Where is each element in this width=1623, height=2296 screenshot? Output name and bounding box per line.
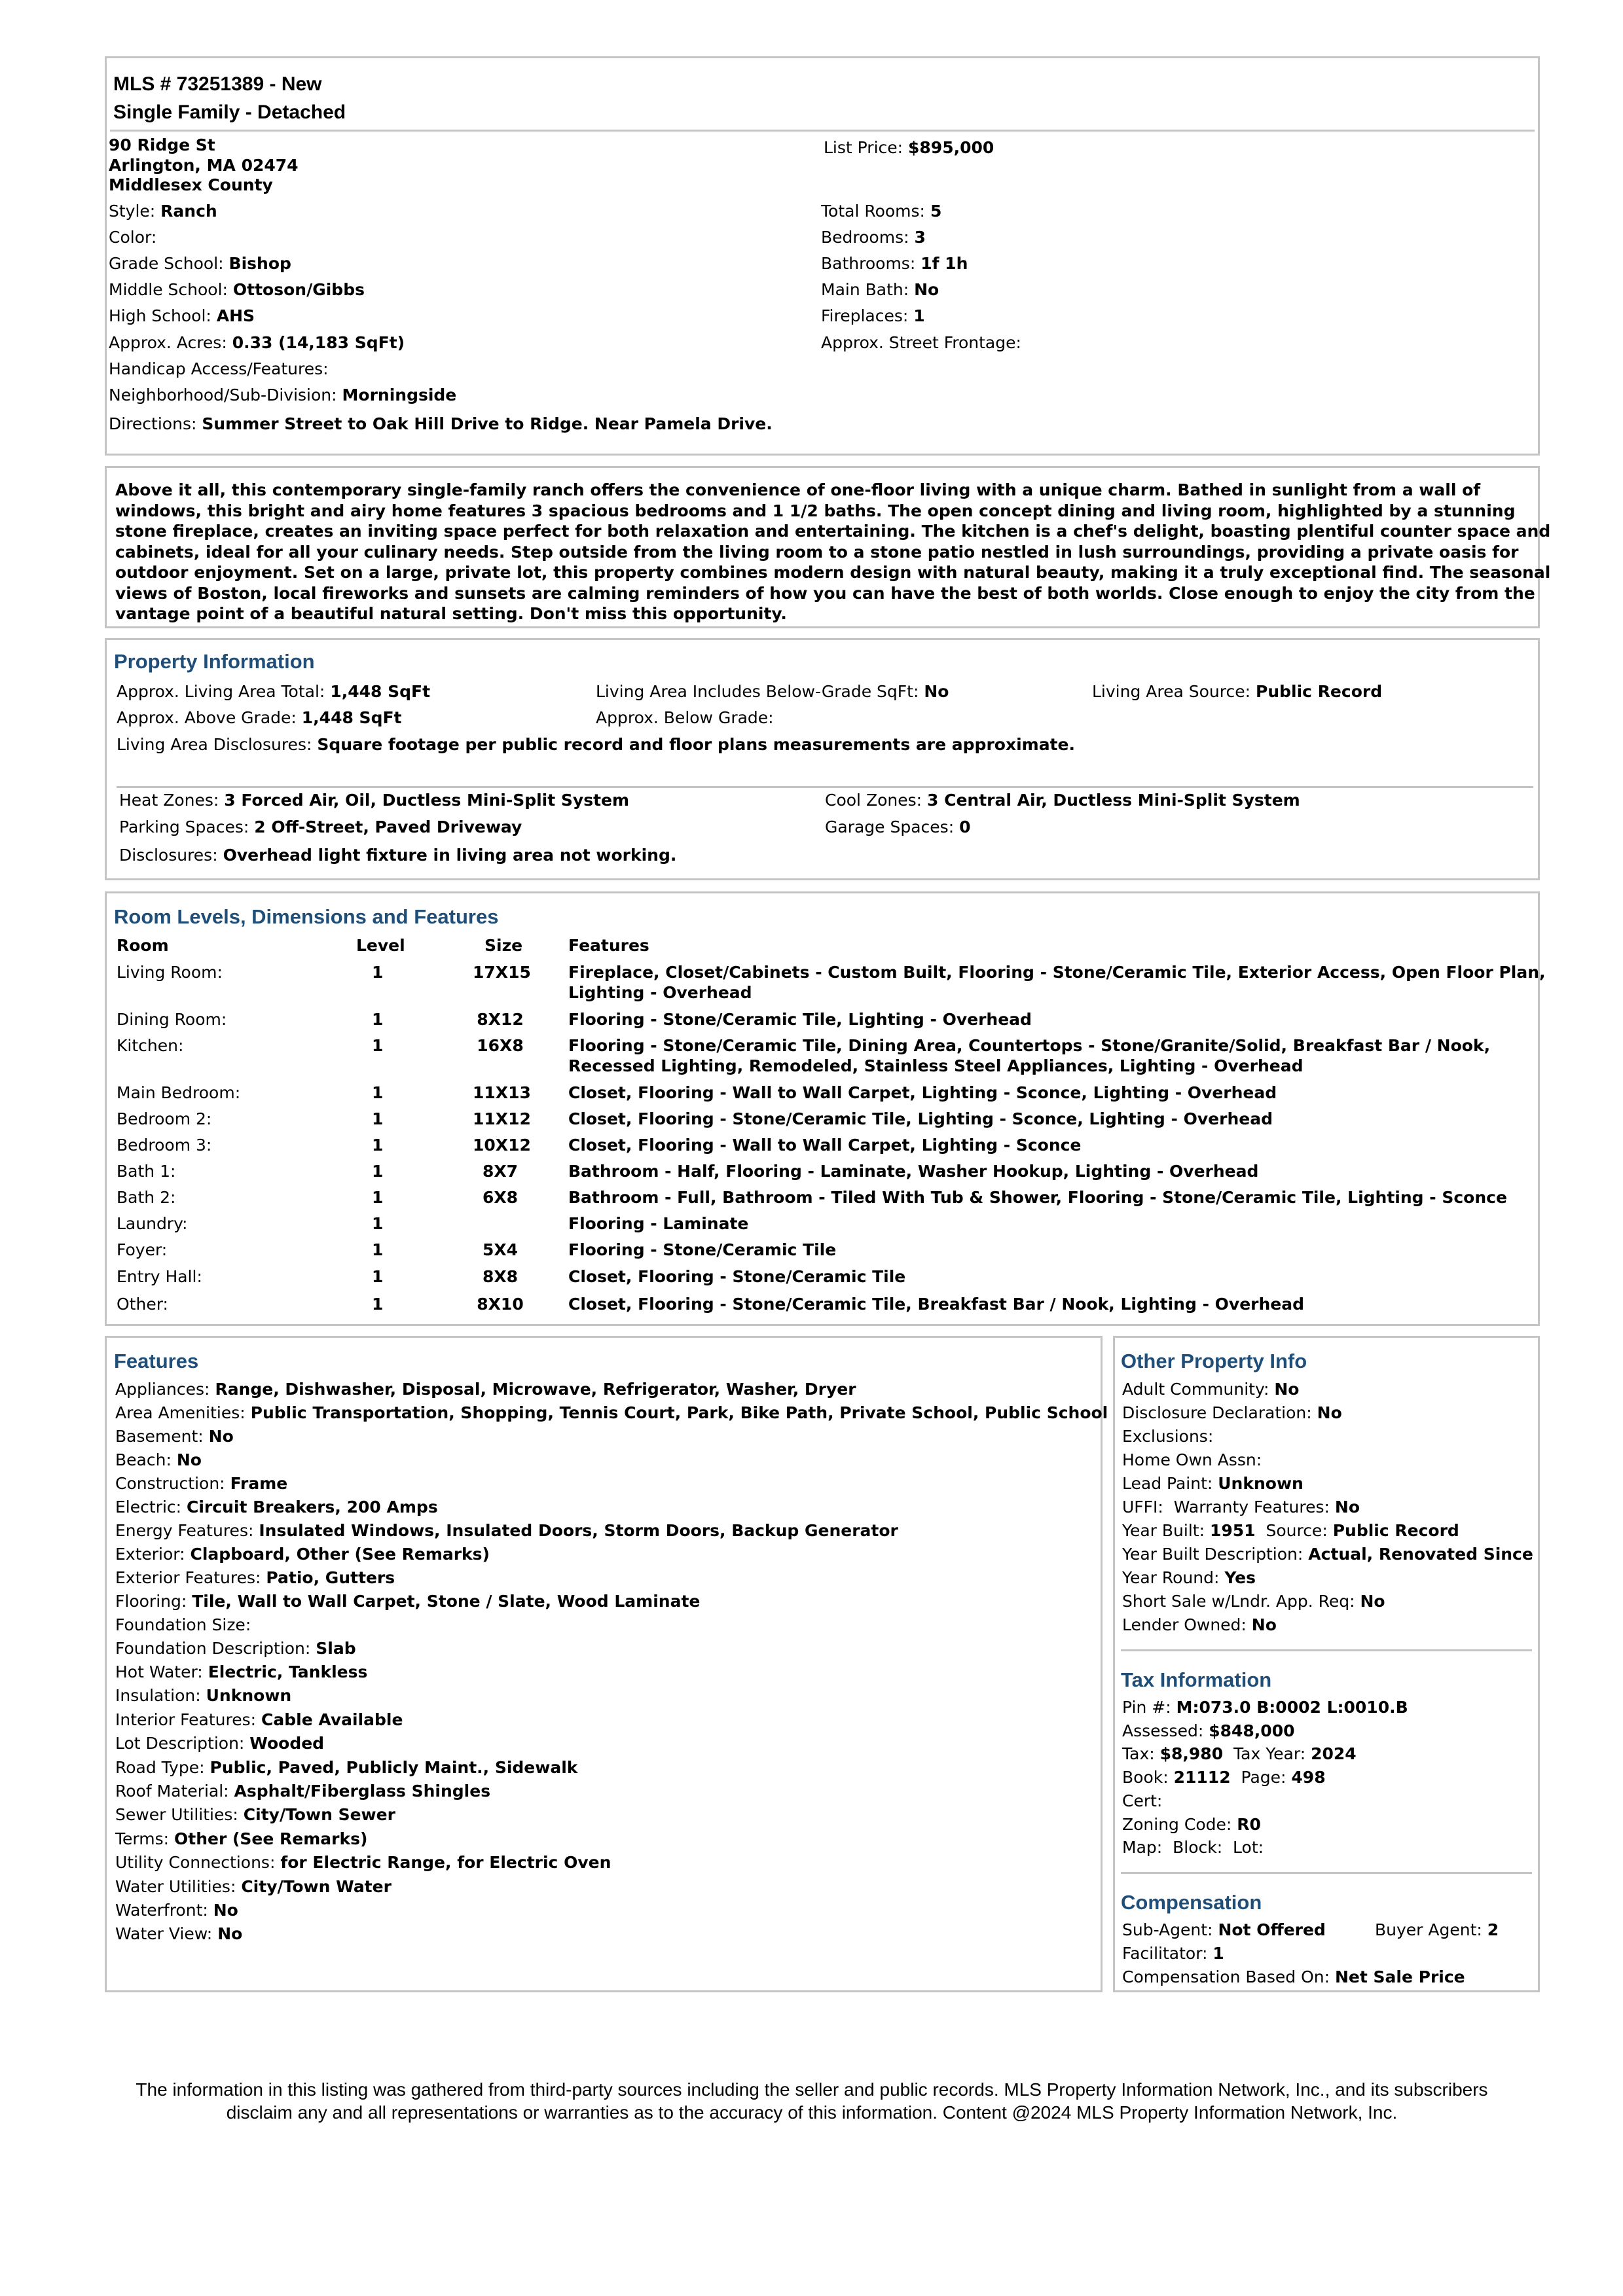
room-features: Flooring - Stone/Ceramic Tile, Dining Area, Countertops - Stone/Granite/Solid, Breakfast Bar / Nook, Recessed Lighting, Remodeled, Stainless Steel Appliances, Lighting - Overhead [568,1036,1491,1075]
room-level: 1 [372,1188,384,1207]
heat-zones: Heat Zones: 3 Forced Air, Oil, Ductless Mini-Split System [119,791,630,810]
tax-info-title: Tax Information [1121,1668,1272,1691]
living-area-source: Living Area Source: Public Record [1092,682,1383,701]
room-name: Bath 1: [117,1162,176,1181]
room-features: Closet, Flooring - Stone/Ceramic Tile [568,1267,906,1286]
lender-owned: Lender Owned: No [1122,1615,1277,1634]
room-level: 1 [372,1036,384,1055]
list-item: Terms: Other (See Remarks) [115,1829,368,1848]
room-name: Main Bedroom: [117,1083,241,1102]
room-features: Flooring - Stone/Ceramic Tile [568,1240,837,1259]
lead-paint: Lead Paint: Unknown [1122,1474,1304,1493]
buyer-agent: Buyer Agent: 2 [1375,1920,1499,1939]
year-round: Year Round: Yes [1122,1568,1256,1587]
list-item: Foundation Description: Slab [115,1639,356,1658]
sub-agent: Sub-Agent: Not Offered [1122,1920,1326,1939]
rooms-header-features: Features [568,936,649,955]
field-main-bath: Main Bath: No [821,280,939,299]
room-features: Bathroom - Half, Flooring - Laminate, Washer Hookup, Lighting - Overhead [568,1162,1259,1181]
field-style: Style: Ranch [109,202,217,221]
list-item: Electric: Circuit Breakers, 200 Amps [115,1498,438,1516]
tax-pin: Pin #: M:073.0 B:0002 L:0010.B [1122,1698,1408,1717]
exclusions: Exclusions: [1122,1427,1214,1446]
room-level: 1 [372,1214,384,1233]
room-level: 1 [372,1240,384,1259]
tax-amount: Tax: $8,980 Tax Year: 2024 [1122,1744,1357,1763]
room-level: 1 [372,1267,384,1286]
room-size: 8X10 [477,1295,524,1314]
mls-number: MLS # 73251389 - New [113,73,322,95]
field-fireplaces: Fireplaces: 1 [821,306,925,325]
facilitator: Facilitator: 1 [1122,1944,1224,1963]
compensation-title: Compensation [1121,1891,1262,1914]
list-item: Sewer Utilities: City/Town Sewer [115,1805,395,1824]
address-city: Arlington, MA 02474 [109,156,299,175]
tax-book-page: Book: 21112 Page: 498 [1122,1768,1326,1787]
list-item: Lot Description: Wooded [115,1734,325,1753]
room-features: Flooring - Stone/Ceramic Tile, Lighting - Overhead [568,1010,1032,1029]
field-neighborhood: Neighborhood/Sub-Division: Morningside [109,386,457,404]
address-county: Middlesex County [109,175,273,194]
room-features: Closet, Flooring - Stone/Ceramic Tile, Lighting - Sconce, Lighting - Overhead [568,1109,1273,1128]
room-features: Closet, Flooring - Wall to Wall Carpet, Lighting - Sconce [568,1136,1082,1155]
compensation-based-on: Compensation Based On: Net Sale Price [1122,1967,1465,1986]
field-street-frontage: Approx. Street Frontage: [821,333,1021,352]
field-grade-school: Grade School: Bishop [109,254,291,273]
property-info-title: Property Information [114,650,315,673]
list-item: Water View: No [115,1924,243,1943]
other-info-title: Other Property Info [1121,1350,1307,1372]
rooms-title: Room Levels, Dimensions and Features [114,905,499,928]
list-item: Flooring: Tile, Wall to Wall Carpet, Stone / Slate, Wood Laminate [115,1592,701,1611]
tax-cert: Cert: [1122,1791,1163,1810]
year-built-description: Year Built Description: Actual, Renovated Since [1122,1545,1533,1564]
room-name: Dining Room: [117,1010,227,1029]
rooms-header-level: Level [356,936,405,955]
list-price-label: List Price: [824,138,903,157]
uffi-warranty: UFFI: Warranty Features: No [1122,1498,1360,1516]
home-own-assn: Home Own Assn: [1122,1450,1262,1469]
room-level: 1 [372,963,384,982]
field-directions: Directions: Summer Street to Oak Hill Drive to Ridge. Near Pamela Drive. [109,414,773,433]
tax-assessed: Assessed: $848,000 [1122,1721,1295,1740]
room-features: Fireplace, Closet/Cabinets - Custom Built, Flooring - Stone/Ceramic Tile, Exterior Access, Open Floor Plan, Lighting - Overhead [568,963,1546,1002]
room-level: 1 [372,1109,384,1128]
adult-community: Adult Community: No [1122,1380,1300,1399]
address-street: 90 Ridge St [109,135,215,154]
list-price [824,138,994,157]
other-info-divider [1121,1649,1532,1651]
room-size: 11X13 [473,1083,531,1102]
room-name: Laundry: [117,1214,188,1233]
list-item: Utility Connections: for Electric Range, for Electric Oven [115,1853,611,1872]
room-name: Bedroom 2: [117,1109,212,1128]
room-level: 1 [372,1295,384,1314]
map-block-lot: Map: Block: Lot: [1122,1838,1264,1857]
year-built: Year Built: 1951 Source: Public Record [1122,1521,1459,1540]
field-middle-school: Middle School: Ottoson/Gibbs [109,280,365,299]
rooms-header-room: Room [117,936,169,955]
list-item: Beach: No [115,1450,202,1469]
property-info-box [105,638,1540,880]
disclosure-declaration: Disclosure Declaration: No [1122,1403,1342,1422]
public-remarks: Above it all, this contemporary single-family ranch offers the convenience of one-floor living with a unique charm. Bathed in sunlight from a wall of windows, this bright and airy home features 3 spacious bedrooms and 1 1/2 baths. The open concept dining and living room, highlighted by a stunning stone fireplace, creates an inviting space perfect for both relaxation and entertaining. The kitchen is a chef's delight, boasting plentiful counter space and cabinets, ideal for all your culinary needs. Step outside from the living room to a stone patio nestled in lush surroundings, providing a private oasis for outdoor enjoyment. Set on a large, private lot, this property combines modern design with natural beauty, making it a truly exceptional find. The seasonal views of Boston, local fireworks and sunsets are calming reminders of how you can have the best of both worlds. Close enough to enjoy the city from the vantage point of a beautiful natural setting. Don't miss this opportunity. [115,480,1551,623]
room-name: Other: [117,1295,168,1314]
list-item: Exterior Features: Patio, Gutters [115,1568,395,1587]
room-name: Kitchen: [117,1036,184,1055]
disclaimer-footer: The information in this listing was gathered from third-party sources including the seller and public records. MLS Property Information Network, Inc., and its subscribers disclaim any and all representations or warranties as to the accuracy of this information. Content @2024 MLS Property Information Network, Inc. [136,2079,1488,2123]
room-name: Foyer: [117,1240,168,1259]
list-item: Insulation: Unknown [115,1686,292,1705]
list-item: Roof Material: Asphalt/Fiberglass Shingles [115,1782,491,1801]
field-bedrooms: Bedrooms: 3 [821,228,926,247]
list-item: Area Amenities: Public Transportation, Shopping, Tennis Court, Park, Bike Path, Private School, Public School [115,1403,1108,1422]
room-name: Entry Hall: [117,1267,202,1286]
room-name: Bath 2: [117,1188,176,1207]
room-size: 8X7 [482,1162,519,1181]
list-item: Foundation Size: [115,1615,251,1634]
property-info-divider [117,786,1533,788]
room-features: Closet, Flooring - Stone/Ceramic Tile, Breakfast Bar / Nook, Lighting - Overhead [568,1295,1305,1314]
list-item: Interior Features: Cable Available [115,1710,403,1729]
header-divider [110,130,1535,132]
room-size: 5X4 [482,1240,519,1259]
garage-spaces: Garage Spaces: 0 [825,817,971,836]
disclosures: Disclosures: Overhead light fixture in living area not working. [119,846,677,865]
list-item: Road Type: Public, Paved, Publicly Maint., Sidewalk [115,1758,578,1777]
room-size: 6X8 [482,1188,519,1207]
room-name: Bedroom 3: [117,1136,212,1155]
field-bathrooms: Bathrooms: 1f 1h [821,254,968,273]
field-color: Color: [109,228,157,247]
field-total-rooms: Total Rooms: 5 [821,202,942,221]
below-grade: Approx. Below Grade: [596,708,774,727]
living-area-total: Approx. Living Area Total: 1,448 SqFt [117,682,431,701]
room-features: Bathroom - Full, Bathroom - Tiled With Tub & Shower, Flooring - Stone/Ceramic Tile, Lighting - Sconce [568,1188,1507,1207]
room-size: 16X8 [477,1036,524,1055]
list-item: Energy Features: Insulated Windows, Insulated Doors, Storm Doors, Backup Generator [115,1521,898,1540]
list-item: Appliances: Range, Dishwasher, Disposal, Microwave, Refrigerator, Washer, Dryer [115,1380,856,1399]
room-features: Flooring - Laminate [568,1214,749,1233]
above-grade: Approx. Above Grade: 1,448 SqFt [117,708,402,727]
parking-spaces: Parking Spaces: 2 Off-Street, Paved Driveway [119,817,522,836]
living-area-disclosures: Living Area Disclosures: Square footage per public record and floor plans measurements are approximate. [117,735,1075,754]
cool-zones: Cool Zones: 3 Central Air, Ductless Mini-Split System [825,791,1300,810]
field-handicap: Handicap Access/Features: [109,359,329,378]
list-item: Construction: Frame [115,1474,288,1493]
room-level: 1 [372,1136,384,1155]
list-item: Exterior: Clapboard, Other (See Remarks) [115,1545,490,1564]
rooms-header-size: Size [484,936,523,955]
room-size: 11X12 [473,1109,531,1128]
room-size: 17X15 [473,963,531,982]
room-level: 1 [372,1010,384,1029]
room-size: 8X8 [482,1267,519,1286]
room-size: 8X12 [477,1010,524,1029]
room-level: 1 [372,1083,384,1102]
room-level: 1 [372,1162,384,1181]
list-item: Hot Water: Electric, Tankless [115,1662,368,1681]
list-item: Water Utilities: City/Town Water [115,1877,392,1896]
list-item: Waterfront: No [115,1901,238,1920]
field-high-school: High School: AHS [109,306,255,325]
zoning-code: Zoning Code: R0 [1122,1815,1261,1834]
list-item: Basement: No [115,1427,234,1446]
room-name: Living Room: [117,963,223,982]
living-area-below-grade-included: Living Area Includes Below-Grade SqFt: No [596,682,949,701]
field-acres: Approx. Acres: 0.33 (14,183 SqFt) [109,333,405,352]
room-features: Closet, Flooring - Wall to Wall Carpet, Lighting - Sconce, Lighting - Overhead [568,1083,1277,1102]
list-price-value: $895,000 [908,138,994,157]
property-type: Single Family - Detached [113,101,346,123]
room-size: 10X12 [473,1136,531,1155]
tax-divider [1121,1872,1532,1874]
short-sale: Short Sale w/Lndr. App. Req: No [1122,1592,1385,1611]
features-title: Features [114,1350,199,1372]
